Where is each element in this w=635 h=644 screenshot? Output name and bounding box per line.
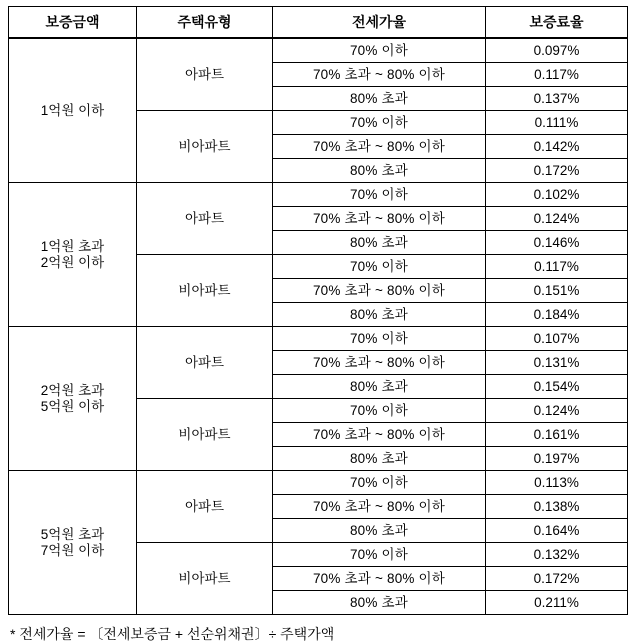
amount-range-cell [9, 327, 137, 471]
fee-rate-cell: 0.132% [486, 543, 628, 567]
jeonse-ratio-cell: 70% 이하 [273, 543, 486, 567]
table-body [9, 38, 628, 615]
jeonse-ratio-cell: 70% 초과 ~ 80% 이하 [273, 351, 486, 375]
jeonse-ratio-cell: 80% 초과 [273, 447, 486, 471]
fee-rate-cell: 0.111% [486, 111, 628, 135]
jeonse-ratio-cell: 70% 이하 [273, 471, 486, 495]
table-header-row [9, 7, 628, 39]
jeonse-ratio-cell: 70% 이하 [273, 255, 486, 279]
fee-rate-cell: 0.117% [486, 255, 628, 279]
fee-rate-cell: 0.097% [486, 38, 628, 63]
jeonse-ratio-cell: 80% 초과 [273, 591, 486, 615]
guarantee-fee-rate-table [8, 6, 628, 615]
fee-rate-cell: 0.154% [486, 375, 628, 399]
jeonse-ratio-cell: 70% 초과 ~ 80% 이하 [273, 279, 486, 303]
amount-range-cell [9, 38, 137, 183]
jeonse-ratio-cell: 70% 이하 [273, 38, 486, 63]
table-row [9, 38, 628, 63]
fee-rate-cell: 0.164% [486, 519, 628, 543]
amount-range-line: 7억원 이하 [40, 542, 105, 558]
footnote: * 전세가율 = 〔전세보증금 + 선순위채권〕÷ 주택가액 [10, 626, 335, 642]
fee-rate-cell: 0.197% [486, 447, 628, 471]
amount-range-line: 1억원 초과 [40, 238, 105, 254]
fee-rate-cell: 0.172% [486, 567, 628, 591]
fee-rate-cell: 0.102% [486, 183, 628, 207]
column-header-housing-type: 주택유형 [137, 7, 273, 39]
jeonse-ratio-cell: 70% 이하 [273, 327, 486, 351]
jeonse-ratio-cell: 70% 초과 ~ 80% 이하 [273, 63, 486, 87]
column-header-amount: 보증금액 [9, 7, 137, 39]
jeonse-ratio-cell: 80% 초과 [273, 303, 486, 327]
housing-type-cell: 비아파트 [137, 543, 273, 615]
amount-range-line: 5억원 초과 [40, 526, 105, 542]
housing-type-cell: 아파트 [137, 38, 273, 111]
jeonse-ratio-cell: 80% 초과 [273, 375, 486, 399]
table-header [9, 7, 628, 39]
fee-rate-cell: 0.161% [486, 423, 628, 447]
fee-rate-cell: 0.117% [486, 63, 628, 87]
jeonse-ratio-cell: 70% 초과 ~ 80% 이하 [273, 423, 486, 447]
fee-rate-cell: 0.124% [486, 207, 628, 231]
amount-range-cell [9, 183, 137, 327]
jeonse-ratio-cell: 70% 이하 [273, 111, 486, 135]
jeonse-ratio-cell: 70% 초과 ~ 80% 이하 [273, 495, 486, 519]
amount-range-line: 5억원 이하 [40, 398, 105, 414]
housing-type-cell: 비아파트 [137, 255, 273, 327]
fee-rate-cell: 0.172% [486, 159, 628, 183]
fee-rate-cell: 0.131% [486, 351, 628, 375]
table-row [9, 327, 628, 351]
column-header-fee-rate: 보증료율 [486, 7, 628, 39]
fee-rate-cell: 0.138% [486, 495, 628, 519]
housing-type-cell: 아파트 [137, 471, 273, 543]
housing-type-cell: 비아파트 [137, 111, 273, 183]
jeonse-ratio-cell: 70% 이하 [273, 399, 486, 423]
jeonse-ratio-cell: 80% 초과 [273, 159, 486, 183]
fee-rate-cell: 0.146% [486, 231, 628, 255]
column-header-jeonse-ratio: 전세가율 [273, 7, 486, 39]
housing-type-cell: 아파트 [137, 327, 273, 399]
fee-rate-cell: 0.184% [486, 303, 628, 327]
table-row [9, 471, 628, 495]
jeonse-ratio-cell: 80% 초과 [273, 519, 486, 543]
table-row [9, 183, 628, 207]
fee-rate-cell: 0.142% [486, 135, 628, 159]
fee-rate-cell: 0.107% [486, 327, 628, 351]
jeonse-ratio-cell: 70% 초과 ~ 80% 이하 [273, 207, 486, 231]
housing-type-cell: 아파트 [137, 183, 273, 255]
amount-range-line: 2억원 초과 [40, 382, 105, 398]
amount-range-line: 1억원 이하 [40, 102, 105, 118]
amount-range-cell [9, 471, 137, 615]
amount-range-line: 2억원 이하 [40, 254, 105, 270]
housing-type-cell: 비아파트 [137, 399, 273, 471]
fee-rate-cell: 0.211% [486, 591, 628, 615]
jeonse-ratio-cell: 80% 초과 [273, 231, 486, 255]
fee-rate-cell: 0.113% [486, 471, 628, 495]
jeonse-ratio-cell: 70% 초과 ~ 80% 이하 [273, 567, 486, 591]
fee-rate-cell: 0.137% [486, 87, 628, 111]
fee-rate-cell: 0.151% [486, 279, 628, 303]
fee-rate-cell: 0.124% [486, 399, 628, 423]
jeonse-ratio-cell: 70% 이하 [273, 183, 486, 207]
jeonse-ratio-cell: 70% 초과 ~ 80% 이하 [273, 135, 486, 159]
jeonse-ratio-cell: 80% 초과 [273, 87, 486, 111]
